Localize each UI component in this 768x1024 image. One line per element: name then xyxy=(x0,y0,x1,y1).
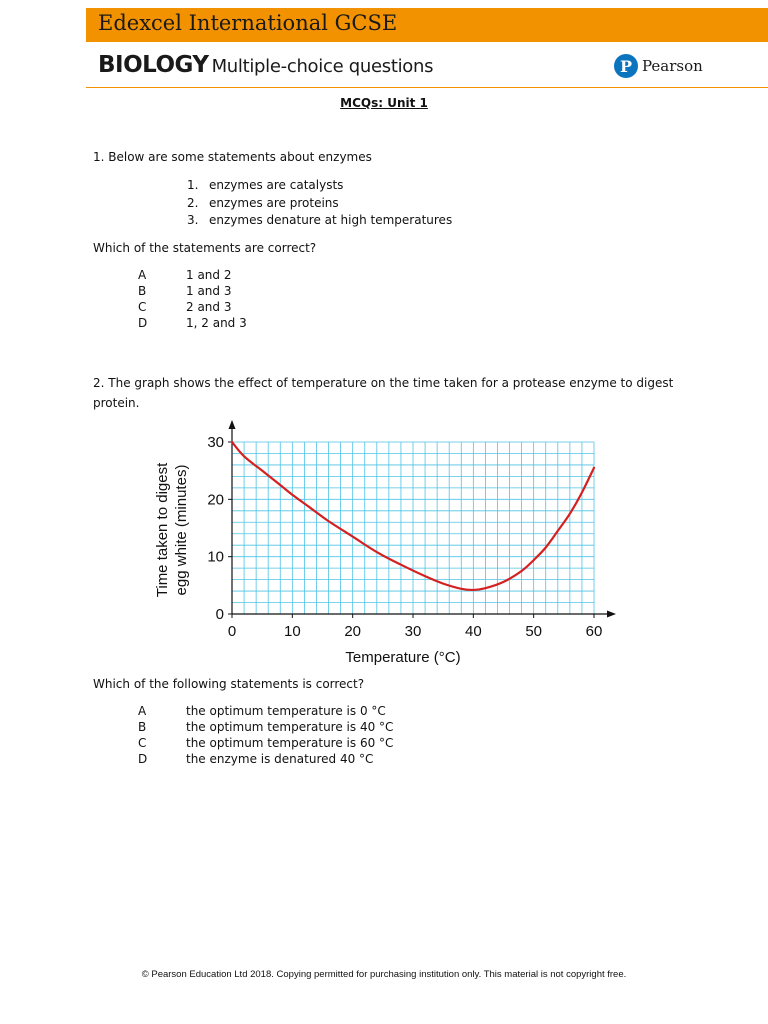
statement-text: enzymes denature at high temperatures xyxy=(209,213,453,227)
subject-subtitle: Multiple-choice questions xyxy=(211,56,434,77)
y-axis-label-continued: egg white (minutes) xyxy=(173,464,190,596)
temperature-time-chart xyxy=(148,414,628,672)
statement-item xyxy=(187,178,452,196)
statement-number: 1. xyxy=(187,178,199,192)
option-text: 1, 2 and 3 xyxy=(186,316,247,330)
x-tick-label: 30 xyxy=(404,623,422,640)
statement-text: enzymes are catalysts xyxy=(209,178,344,192)
option-letter: D xyxy=(138,752,148,766)
option-d[interactable] xyxy=(138,752,393,768)
option-text: the optimum temperature is 40 °C xyxy=(186,720,394,734)
statement-item xyxy=(187,196,452,214)
header-divider xyxy=(86,87,768,88)
y-tick-label: 10 xyxy=(207,548,224,566)
question-2-options xyxy=(138,704,393,768)
x-tick-label: 60 xyxy=(585,623,603,640)
option-d[interactable] xyxy=(138,316,247,332)
statement-item xyxy=(187,213,452,231)
option-letter: C xyxy=(138,736,147,750)
question-2-title-continued: protein. xyxy=(93,396,140,410)
x-tick-label: 10 xyxy=(283,623,301,640)
chart-grid xyxy=(232,442,594,614)
x-tick-label: 20 xyxy=(344,623,362,640)
option-letter: C xyxy=(138,300,147,314)
option-text: the optimum temperature is 60 °C xyxy=(186,736,394,750)
series-title: Edexcel International GCSE xyxy=(98,11,398,35)
question-2-prompt: Which of the following statements is correct? xyxy=(93,677,365,691)
subject-heading xyxy=(98,52,433,78)
option-letter: B xyxy=(138,284,147,298)
y-axis-label: Time taken to digest xyxy=(154,462,171,598)
option-text: the optimum temperature is 0 °C xyxy=(186,704,386,718)
option-c[interactable] xyxy=(138,300,247,316)
statement-number: 3. xyxy=(187,213,199,227)
option-text: 1 and 3 xyxy=(186,284,232,298)
pearson-logo xyxy=(614,54,703,78)
x-tick-label: 40 xyxy=(464,623,482,640)
x-axis-arrow-icon xyxy=(607,611,616,618)
option-c[interactable] xyxy=(138,736,393,752)
page-title: MCQs: Unit 1 xyxy=(340,96,428,110)
pearson-wordmark: Pearson xyxy=(642,57,703,75)
statement-number: 2. xyxy=(187,195,199,210)
option-text: 2 and 3 xyxy=(186,300,232,314)
x-tick-label: 50 xyxy=(525,623,543,640)
y-tick-label: 30 xyxy=(207,434,224,451)
option-text: 1 and 2 xyxy=(186,268,232,282)
statement-text: enzymes are proteins xyxy=(209,195,339,210)
question-1-prompt: Which of the statements are correct? xyxy=(93,241,317,255)
option-b[interactable] xyxy=(138,720,393,736)
copyright-footer: © Pearson Education Ltd 2018. Copying permitted for purchasing institution only. This material is not copyright free. xyxy=(141,969,627,980)
y-axis-arrow-icon xyxy=(229,420,236,429)
question-1-statements xyxy=(187,178,452,231)
y-tick-label: 20 xyxy=(207,491,224,509)
option-letter: D xyxy=(138,316,148,330)
question-1-title: 1. Below are some statements about enzymes xyxy=(93,150,372,164)
subject-name: BIOLOGY xyxy=(98,52,209,78)
pearson-logo-icon: P xyxy=(614,54,638,78)
option-a[interactable] xyxy=(138,704,393,720)
option-text: the enzyme is denatured 40 °C xyxy=(186,752,374,766)
question-1-options xyxy=(138,268,247,332)
option-letter: B xyxy=(138,720,147,734)
x-tick-label: 0 xyxy=(227,623,237,640)
option-b[interactable] xyxy=(138,284,247,300)
option-letter: A xyxy=(138,704,147,718)
option-letter: A xyxy=(138,268,147,282)
y-tick-label: 0 xyxy=(215,606,224,623)
question-2-title: 2. The graph shows the effect of temperature on the time taken for a protease enzyme to digest xyxy=(93,376,674,390)
option-a[interactable] xyxy=(138,268,247,284)
x-axis-label: Temperature (°C) xyxy=(345,649,461,666)
